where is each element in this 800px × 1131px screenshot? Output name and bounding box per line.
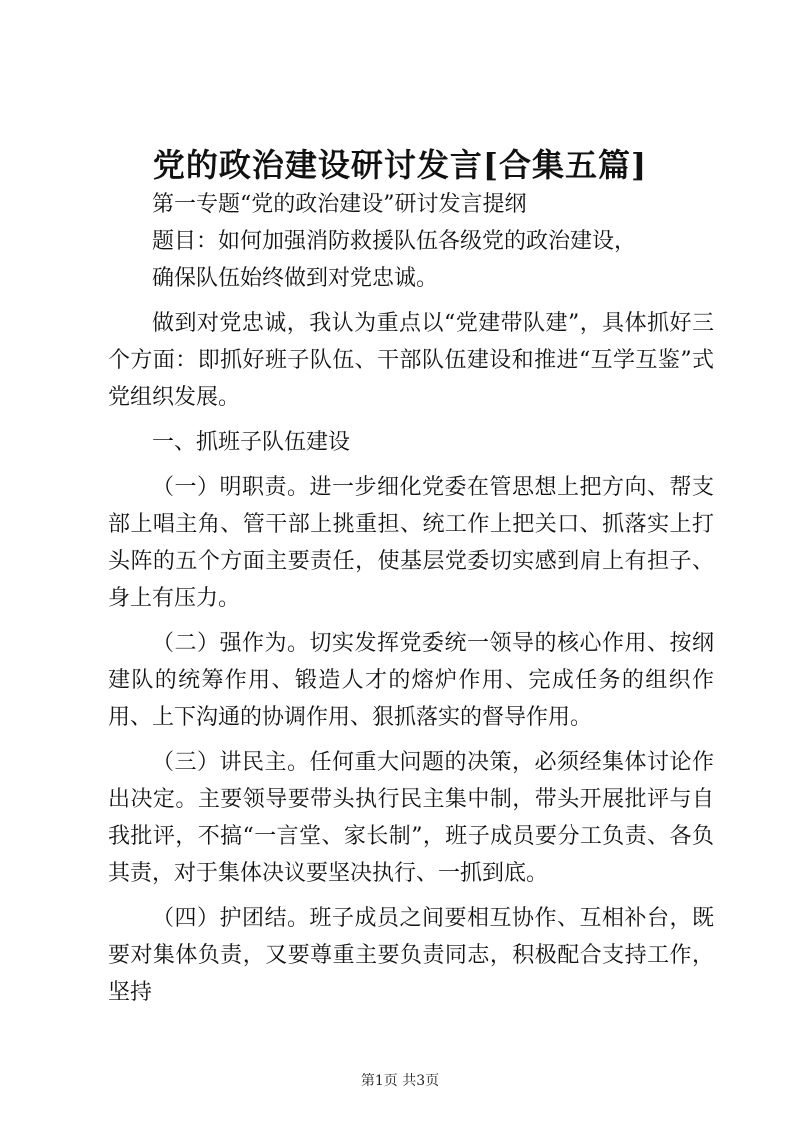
paragraph-item-2: （二）强作为。切实发挥党委统一领导的核心作用、按纲建队的统筹作用、锻造人才的熔炉作用、完成任务的组织作用、上下沟通的协调作用、狠抓落实的督导作用。 [108,631,714,730]
paragraph-item-3: （三）讲民主。任何重大问题的决策，必须经集体讨论作出决定。主要领导要带头执行民主集中制，带头开展批评与自我批评，不搞“一言堂、家长制”，班子成员要分工负责、各负其责，对于集体决议要坚决执行、一抓到底。 [108,750,714,886]
document-title: 党的政治建设研讨发言[合集五篇] [152,146,648,184]
paragraph-item-1: （一）明职责。进一步细化党委在管思想上把方向、帮支部上唱主角、管干部上挑重担、统工作上把关口、抓落实上打头阵的五个方面主要责任，使基层党委切实感到肩上有担子、身上有压力。 [108,475,714,611]
page-footer: 第1页 共3页 [360,1073,440,1089]
paragraph-topic: 题目：如何加强消防救援队伍各级党的政治建设， [152,229,637,254]
section-heading: 一、抓班子队伍建设 [152,430,351,455]
paragraph-topic-continued: 确保队伍始终做到对党忠诚。 [152,266,439,291]
paragraph-intro: 做到对党忠诚，我认为重点以“党建带队建”，具体抓好三个方面：即抓好班子队伍、干部队伍建设和推进“互学互鉴”式党组织发展。 [108,311,714,410]
paragraph-subtitle: 第一专题“党的政治建设”研讨发言提纲 [152,192,527,217]
document-body [108,186,714,1019]
paragraph-item-4: （四）护团结。班子成员之间要相互协作、互相补台，既要对集体负责，又要尊重主要负责同志，积极配合支持工作，坚持 [108,906,714,1005]
